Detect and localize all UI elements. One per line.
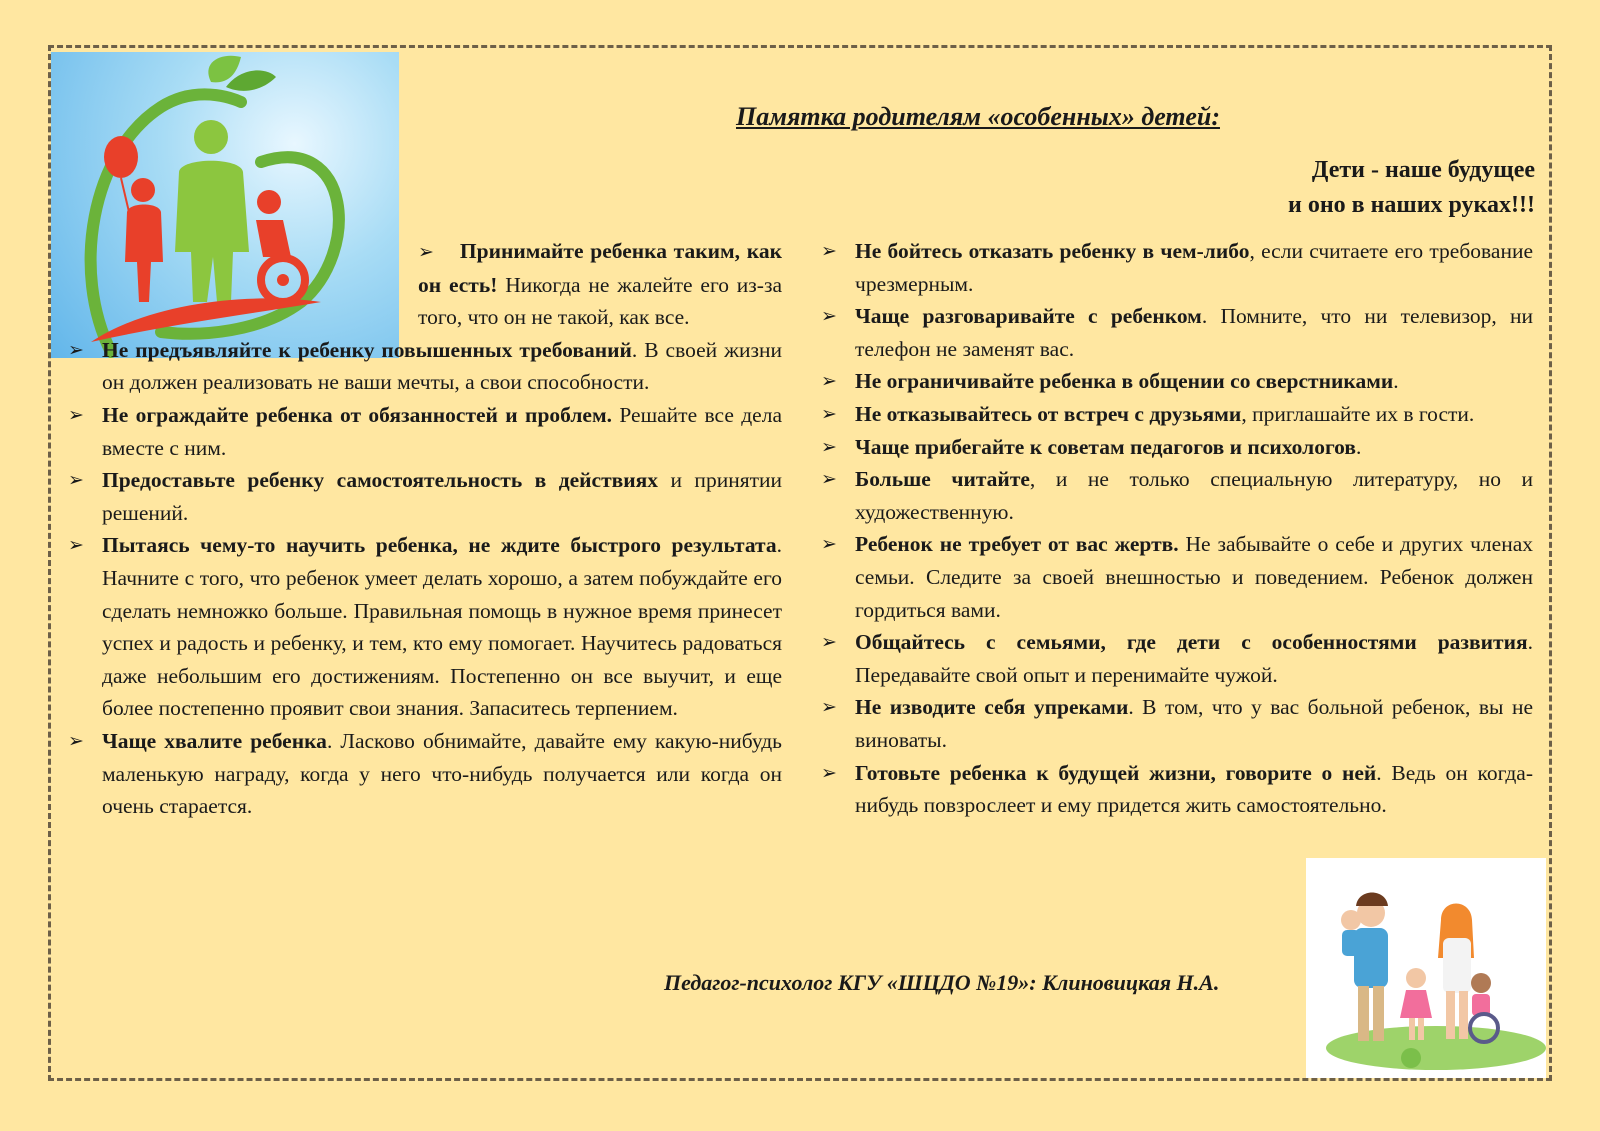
item-text: . В том, что у вас больной ребенок, вы не виноваты. (855, 695, 1533, 752)
family-illustration-image (1306, 858, 1546, 1078)
item-bold: Больше читайте (855, 467, 1030, 492)
item-bold: Предоставьте ребенку самостоятельность в действиях (102, 468, 659, 493)
arrow-bullet-icon: ➢ (821, 631, 837, 654)
list-item (62, 399, 782, 464)
item-text: , приглашайте их в гости. (1241, 401, 1475, 426)
arrow-bullet-icon: ➢ (821, 761, 837, 784)
list-item (62, 464, 782, 529)
item-text: , если считаете его требование чрезмерным. (855, 239, 1534, 296)
item-bold: Чаще прибегайте к советам педагогов и психологов (855, 434, 1357, 459)
item-bold: Не ограничивайте ребенка в общении со сверстниками (855, 369, 1394, 394)
arrow-bullet-icon: ➢ (68, 534, 84, 557)
list-item (815, 235, 1533, 300)
item-bold: Чаще разговаривайте с ребенком (855, 304, 1202, 329)
left-column-list (62, 235, 782, 823)
item-text: и принятии решений. (102, 468, 782, 525)
arrow-bullet-icon: ➢ (821, 468, 837, 491)
motto-line-2: и оно в наших руках!!! (1287, 192, 1535, 218)
item-bold: Не изводите себя упреками (855, 695, 1129, 720)
list-item (815, 398, 1533, 431)
item-bold: Не бойтесь отказать ребенку в чем-либо (855, 239, 1250, 263)
list-item (62, 529, 782, 725)
list-item (815, 300, 1533, 365)
arrow-bullet-icon: ➢ (821, 533, 837, 556)
motto-line-1: Дети - наше будущее (1311, 157, 1535, 183)
item-text: . (1393, 369, 1399, 394)
item-text: . (1356, 434, 1362, 459)
item-bold: Чаще хвалите ребенка (102, 728, 327, 753)
item-bold: Принимайте ребенка таким, как он есть! (418, 239, 782, 297)
arrow-bullet-icon: ➢ (821, 370, 837, 393)
arrow-bullet-icon: ➢ (418, 241, 434, 263)
item-text: . Помните, что ни телевизор, ни телефон не заменят вас. (855, 304, 1534, 361)
arrow-bullet-icon: ➢ (68, 469, 84, 492)
list-item (62, 334, 782, 399)
author-signature: Педагог-психолог КГУ «ШЦДО №19»: Клиновицкая Н.А. (664, 970, 1220, 995)
item-bold: Готовьте ребенка к будущей жизни, говорите о ней (855, 760, 1377, 785)
item-text: Никогда не жалейте его из-за того, что он не такой, как все. (418, 272, 782, 330)
item-text: Не забывайте о себе и других членах семьи. Следите за своей внешностью и поведением. Ребенок должен гордиться вами. (855, 532, 1533, 622)
list-item (815, 463, 1533, 528)
item-bold: Не предъявляйте к ребенку повышенных требований (102, 337, 632, 362)
family-icon (1306, 858, 1546, 1078)
list-item (418, 235, 782, 334)
list-item (815, 757, 1533, 822)
page-title: Памятка родителям «особенных» детей: (736, 102, 1220, 131)
item-text: . В своей жизни он должен реализовать не ваши мечты, а свои способности. (102, 337, 782, 395)
arrow-bullet-icon: ➢ (821, 305, 837, 328)
list-item (62, 725, 782, 823)
item-text: , и не только специальную литературу, но и художественную. (855, 467, 1533, 524)
item-bold: Не отказывайтесь от встреч с друзьями (855, 401, 1242, 426)
list-item (815, 431, 1533, 464)
list-item (815, 528, 1533, 626)
list-item (815, 365, 1533, 398)
arrow-bullet-icon: ➢ (821, 402, 837, 425)
right-column-list (815, 235, 1533, 822)
arrow-bullet-icon: ➢ (821, 696, 837, 719)
arrow-bullet-icon: ➢ (68, 403, 84, 426)
item-bold: Общайтесь с семьями, где дети с особенностями развития (855, 630, 1528, 655)
item-text: . Ведь он когда-нибудь повзрослеет и ему придется жить самостоятельно. (855, 760, 1533, 818)
item-bold: Не ограждайте ребенка от обязанностей и проблем. (102, 402, 612, 427)
list-item (815, 691, 1533, 756)
item-bold: Ребенок не требует от вас жертв. (855, 532, 1179, 557)
list-item (815, 626, 1533, 691)
arrow-bullet-icon: ➢ (68, 729, 84, 752)
motto (1288, 153, 1535, 223)
arrow-bullet-icon: ➢ (821, 435, 837, 458)
item-bold: Пытаясь чему-то научить ребенка, не ждите быстрого результата (102, 533, 777, 558)
item-text: Решайте все дела вместе с ним. (102, 402, 782, 460)
item-text: . Начните с того, что ребенок умеет делать хорошо, а затем побуждайте его сделать немножко больше. Правильная помощь в нужное время принесет успех и радость и ребенку, и тем, кто ему помогает. Научитесь радоваться даже небольшим его достижениям. Постепенно он все выучит, и еще более постепенно проявит свои знания. Запаситесь терпением. (102, 533, 782, 721)
arrow-bullet-icon: ➢ (821, 240, 837, 262)
arrow-bullet-icon: ➢ (68, 338, 84, 361)
item-text: . Передавайте свой опыт и перенимайте чужой. (855, 630, 1533, 687)
item-text: . Ласково обнимайте, давайте ему какую-нибудь маленькую награду, когда у него что-нибудь получается или когда он очень старается. (102, 728, 782, 819)
